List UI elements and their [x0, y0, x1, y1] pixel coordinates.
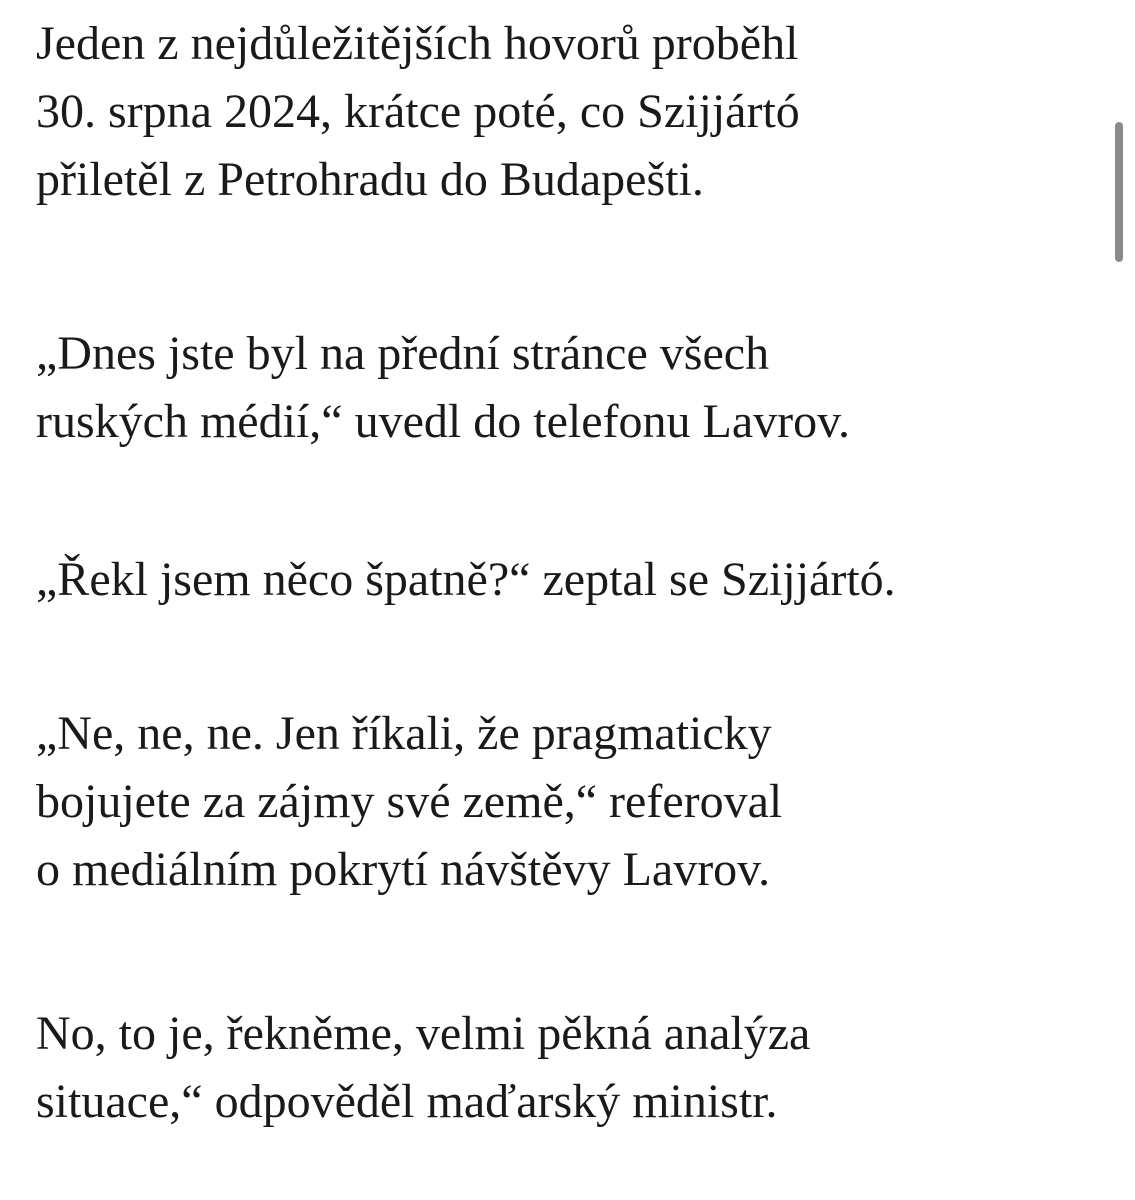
- paragraph-4: [36, 700, 782, 904]
- scrollbar-thumb[interactable]: [1115, 122, 1123, 262]
- text-line: „Řekl jsem něco špatně?“ zeptal se Szijjártó.: [36, 553, 896, 606]
- text-line: Jeden z nejdůležitějších hovorů proběhl: [36, 17, 799, 70]
- paragraph-1: [36, 10, 800, 214]
- text-line: No, to je, řekněme, velmi pěkná analýza: [36, 1007, 811, 1060]
- text-line: 30. srpna 2024, krátce poté, co Szijjártó: [36, 85, 800, 138]
- text-line: situace,“ odpověděl maďarský ministr.: [36, 1075, 778, 1128]
- text-line: o mediálním pokrytí návštěvy Lavrov.: [36, 843, 771, 896]
- text-line: ruských médií,“ uvedl do telefonu Lavrov.: [36, 395, 850, 448]
- paragraph-5: [36, 1000, 810, 1136]
- text-line: „Dnes jste byl na přední stránce všech: [36, 327, 770, 380]
- text-line: „Ne, ne, ne. Jen říkali, že pragmaticky: [36, 707, 772, 760]
- text-line: přiletěl z Petrohradu do Budapešti.: [36, 153, 704, 206]
- paragraph-2: [36, 320, 850, 456]
- text-line: bojujete za zájmy své země,“ referoval: [36, 775, 783, 828]
- paragraph-3: [36, 546, 896, 614]
